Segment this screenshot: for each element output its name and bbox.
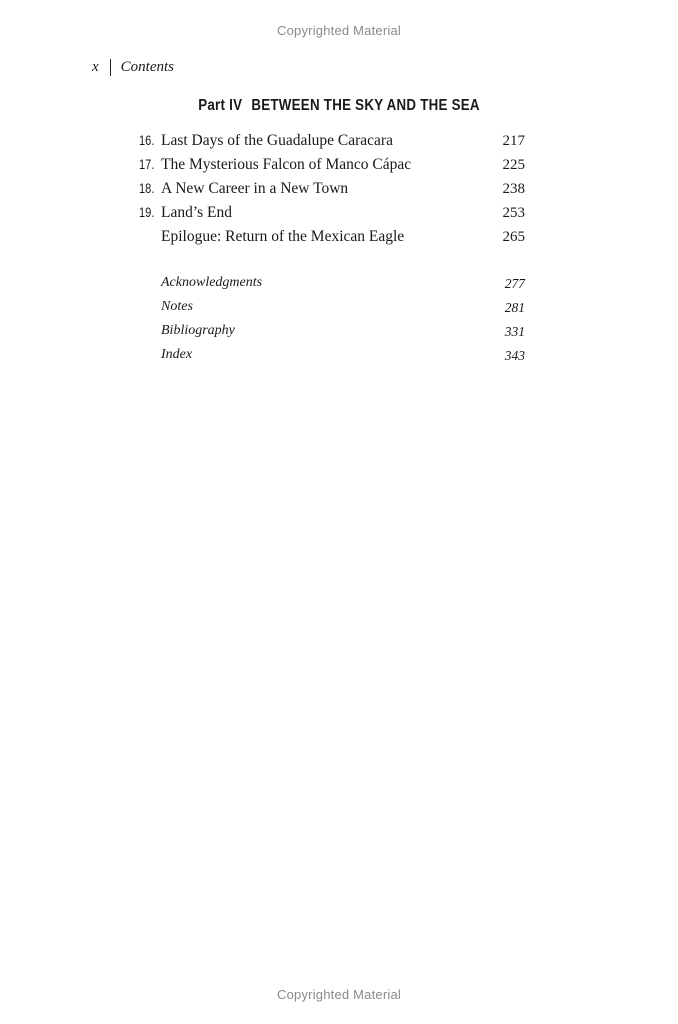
back-matter-title: Bibliography [161, 323, 235, 338]
chapter-number: 16. [139, 133, 155, 148]
back-matter-title: Notes [161, 299, 193, 314]
chapter-page: 265 [502, 229, 525, 245]
back-matter-entry[interactable] [0, 321, 678, 345]
chapter-title: Last Days of the Guadalupe Caracara [161, 132, 393, 149]
toc-entry-epilogue[interactable] [0, 226, 678, 250]
chapter-page: 225 [502, 157, 525, 173]
chapter-page: 238 [502, 181, 525, 197]
chapter-title: The Mysterious Falcon of Manco Cápac [161, 156, 412, 173]
running-head [92, 59, 174, 76]
chapter-list [0, 130, 678, 250]
chapter-page: 217 [502, 133, 525, 149]
copyright-watermark-top: Copyrighted Material [277, 23, 401, 38]
back-matter-title: Acknowledgments [161, 275, 263, 290]
chapter-page: 253 [502, 205, 525, 221]
running-head-divider [110, 59, 111, 76]
back-matter-page: 343 [504, 348, 525, 363]
chapter-title: Land’s End [161, 204, 233, 221]
chapter-number: 18. [139, 181, 155, 196]
part-heading [47, 97, 630, 115]
back-matter-page: 277 [504, 276, 525, 291]
back-matter-entry[interactable] [0, 273, 678, 297]
chapter-title: Epilogue: Return of the Mexican Eagle [161, 228, 405, 245]
folio-number: x [92, 59, 99, 75]
part-title: BETWEEN THE SKY AND THE SEA [251, 97, 480, 114]
toc-entry[interactable] [0, 130, 678, 154]
toc-entry[interactable] [0, 202, 678, 226]
back-matter-entry[interactable] [0, 345, 678, 369]
back-matter-list [0, 273, 678, 369]
back-matter-page: 331 [504, 324, 525, 339]
running-head-section: Contents [120, 59, 175, 75]
chapter-number: 19. [139, 205, 155, 220]
copyright-watermark-bottom: Copyrighted Material [277, 987, 401, 1002]
chapter-title: A New Career in a New Town [161, 180, 349, 197]
back-matter-page: 281 [504, 300, 525, 315]
part-label: Part IV [198, 97, 243, 114]
back-matter-title: Index [161, 347, 193, 362]
toc-entry[interactable] [0, 178, 678, 202]
back-matter-entry[interactable] [0, 297, 678, 321]
chapter-number: 17. [139, 157, 155, 172]
toc-entry[interactable] [0, 154, 678, 178]
